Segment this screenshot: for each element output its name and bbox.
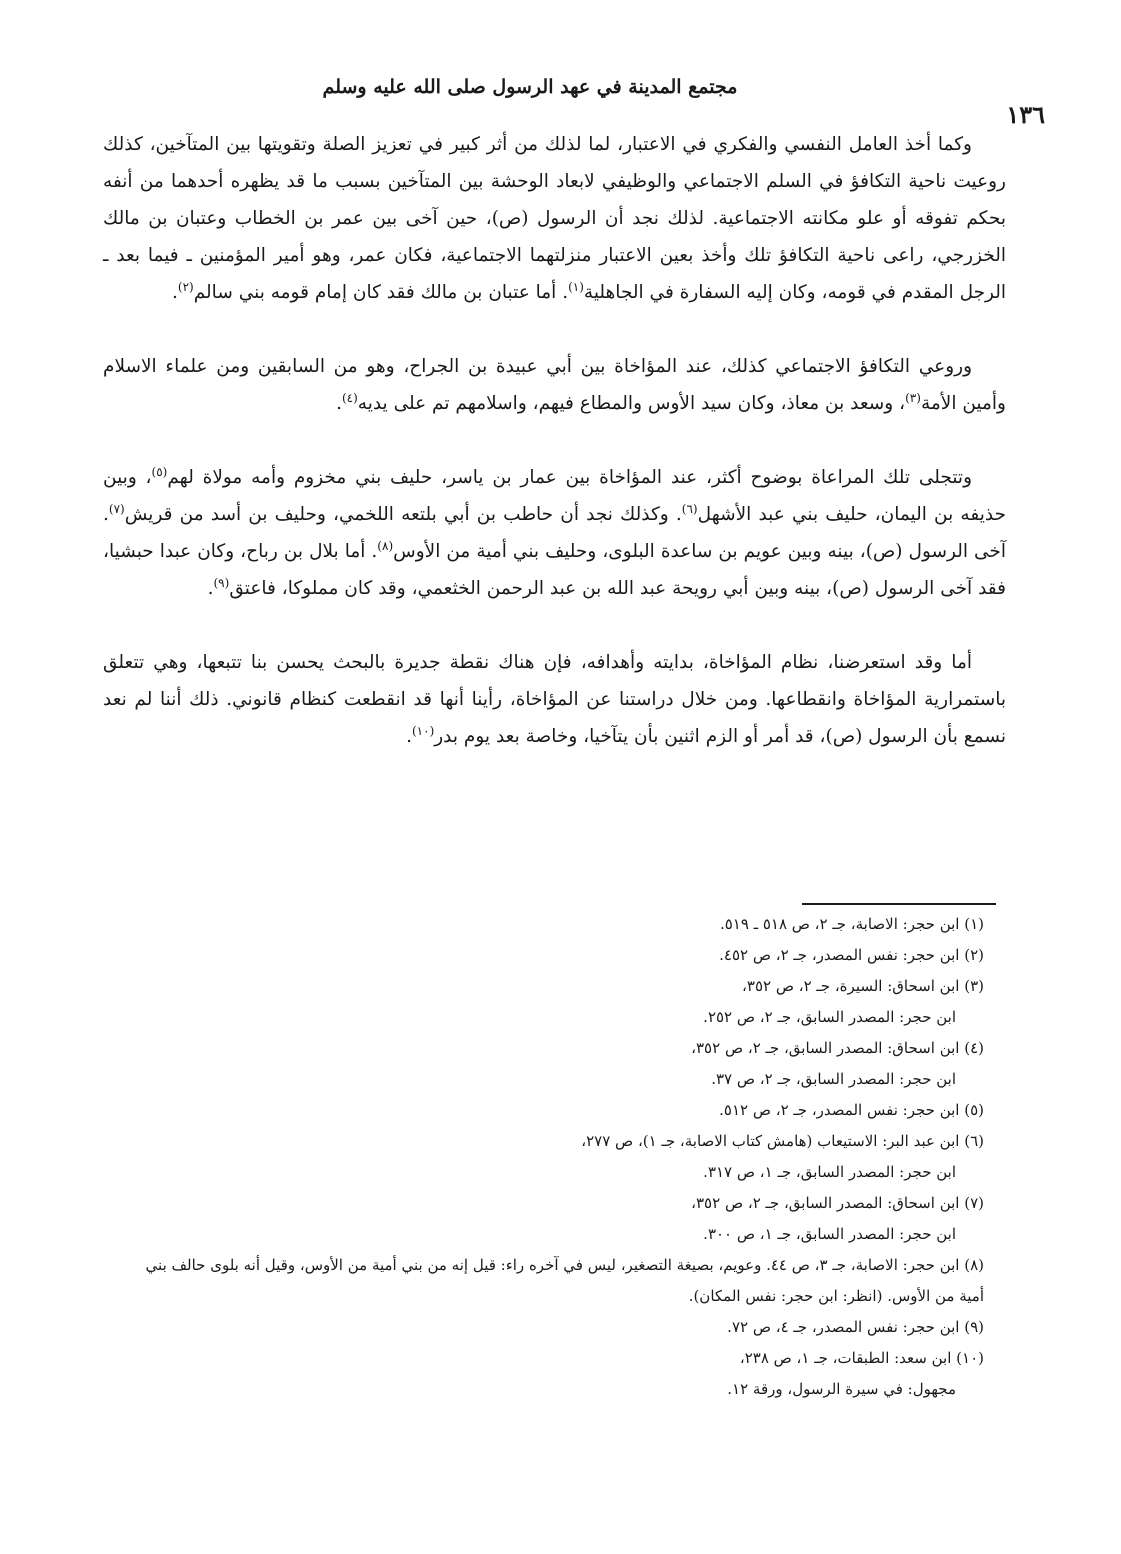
footnote-ref: (٧) (108, 501, 125, 516)
sentence: وكما أخذ العامل النفسي والفكري في الاعتبار، لما لذلك من أثر كبير في تعزيز الصلة وتقويتها بين المتآخين، كذلك روعيت ناحية التكافؤ في السلم الاجتماعي والوظيفي لابعاد الوحشة بين المتآخين بسبب ما قد يظهره أحدهما من أنفه بحكم تفوقه أو علو مكانته الاجتماعية. لذلك نجد أن الرسول (ص)، حين آخى بين عمر بن الخطاب وعتبان بن مالك الخزرجي، راعى ناحية التكافؤ تلك وأخذ بعين الاعتبار منزلتهما الاجتماعية، فكان عمر، وهو أمير المؤمنين ـ فيما بعد ـ الرجل المقدم في قومه، وكان إليه السفارة في الجاهلية (103, 134, 1006, 303)
footnote-1: (١) ابن حجر: الاصابة، جـ ٢، ص ٥١٨ ـ ٥١٩. (719, 915, 984, 933)
footnote-ref: (٢) (177, 279, 194, 294)
sentence: . (406, 726, 412, 747)
footnote-4-continued: ابن حجر: المصدر السابق، جـ ٢، ص ٣٧. (711, 1070, 956, 1088)
sentence: . (172, 282, 178, 303)
footnote-10-continued: مجهول: في سيرة الرسول، ورقة ١٢. (727, 1380, 956, 1398)
paragraph-1 (103, 126, 1006, 311)
sentence: . أما بلال بن رباح، وكان عبدا حبشيا، فقد آخى الرسول (ص)، بينه وبين أبي رويحة عبد الله بن عبد الرحمن الخثعمي، وقد كان مملوكا، فاعتق (103, 541, 1006, 599)
sentence: . آخى الرسول (ص)، بينه وبين عويم بن ساعدة البلوى، وحليف بني أمية من الأوس (103, 504, 1006, 562)
footnote-ref: (٣) (905, 390, 921, 405)
footnote-7-continued: ابن حجر: المصدر السابق، جـ ١، ص ٣٠٠. (703, 1225, 956, 1243)
footnote-10: (١٠) ابن سعد: الطبقات، جـ ١، ص ٢٣٨، (739, 1349, 984, 1367)
body-text (103, 126, 1006, 755)
footnote-ref: (٩) (213, 575, 230, 590)
sentence: وروعي التكافؤ الاجتماعي كذلك، عند المؤاخاة بين أبي عبيدة بن الجراح، وهو من السابقين ومن علماء الاسلام وأمين الأمة (103, 356, 1006, 414)
paragraph-4 (103, 644, 1006, 755)
footnote-separator (802, 903, 996, 905)
footnote-5: (٥) ابن حجر: نفس المصدر، جـ ٢، ص ٥١٢. (719, 1101, 984, 1119)
page-number: ١٣٦ (1006, 100, 1045, 129)
sentence: . وكذلك نجد أن حاطب بن أبي بلتعه اللخمي، وحليف بن أسد من قريش (124, 504, 682, 525)
sentence: ، وسعد بن معاذ، وكان سيد الأوس والمطاع فيهم، واسلامهم تم على يديه (357, 393, 906, 414)
footnote-2: (٢) ابن حجر: نفس المصدر، جـ ٢، ص ٤٥٢. (719, 946, 984, 964)
footnote-4: (٤) ابن اسحاق: المصدر السابق، جـ ٢، ص ٣٥٢، (691, 1039, 984, 1057)
sentence: أما وقد استعرضنا، نظام المؤاخاة، بدايته وأهدافه، فإن هناك نقطة جديرة بالبحث يحسن بنا تتبعها، وهي تتعلق باستمرارية المؤاخاة وانقطاعها. ومن خلال دراستنا عن المؤاخاة، رأينا أنها قد انقطعت كنظام قانوني. ذلك أننا لم نعد نسمع بأن الرسول (ص)، قد أمر أو الزم اثنين بأن يتآخيا، وخاصة بعد يوم بدر (103, 652, 1006, 747)
sentence: . (207, 578, 214, 599)
footnote-ref: (٨) (377, 538, 394, 553)
sentence: . أما عتبان بن مالك فقد كان إمام قومه بني سالم (193, 282, 569, 303)
footnote-6: (٦) ابن عبد البر: الاستيعاب (هامش كتاب الاصابة، جـ ١)، ص ٢٧٧، (581, 1132, 984, 1150)
footnote-7: (٧) ابن اسحاق: المصدر السابق، جـ ٢، ص ٣٥٢، (691, 1194, 984, 1212)
footnote-ref: (٤) (341, 390, 358, 405)
paragraph-3 (103, 459, 1006, 607)
footnote-ref: (١) (568, 279, 584, 294)
footnotes (118, 909, 984, 1405)
footnote-3: (٣) ابن اسحاق: السيرة، جـ ٢، ص ٣٥٢، (742, 977, 984, 995)
running-title: مجتمع المدينة في عهد الرسول صلى الله عليه وسلم (322, 76, 738, 98)
footnote-ref: (١٠) (411, 723, 435, 738)
sentence: . (336, 393, 342, 414)
footnote-8: (٨) ابن حجر: الاصابة، جـ ٣، ص ٤٤. وعويم، بصيغة التصغير، ليس في آخره راء: قيل إنه من بني أمية من الأوس، وقيل أنه بلوى حالف بني أمية من الأوس. (انظر: ابن حجر: نفس المكان). (145, 1256, 984, 1305)
sentence: ، وبين حذيفه بن اليمان، حليف بني عبد الأشهل (103, 467, 1006, 525)
footnote-6-continued: ابن حجر: المصدر السابق، جـ ١، ص ٣١٧. (703, 1163, 956, 1181)
footnote-9: (٩) ابن حجر: نفس المصدر، جـ ٤، ص ٧٢. (727, 1318, 984, 1336)
sentence: وتتجلى تلك المراعاة بوضوح أكثر، عند المؤاخاة بين عمار بن ياسر، حليف بني مخزوم وأمه مولاة لهم (167, 467, 972, 488)
footnote-3-continued: ابن حجر: المصدر السابق، جـ ٢، ص ٢٥٢. (703, 1008, 956, 1026)
footnote-ref: (٥) (151, 464, 168, 479)
footnote-ref: (٦) (681, 501, 698, 516)
paragraph-2 (103, 348, 1006, 422)
